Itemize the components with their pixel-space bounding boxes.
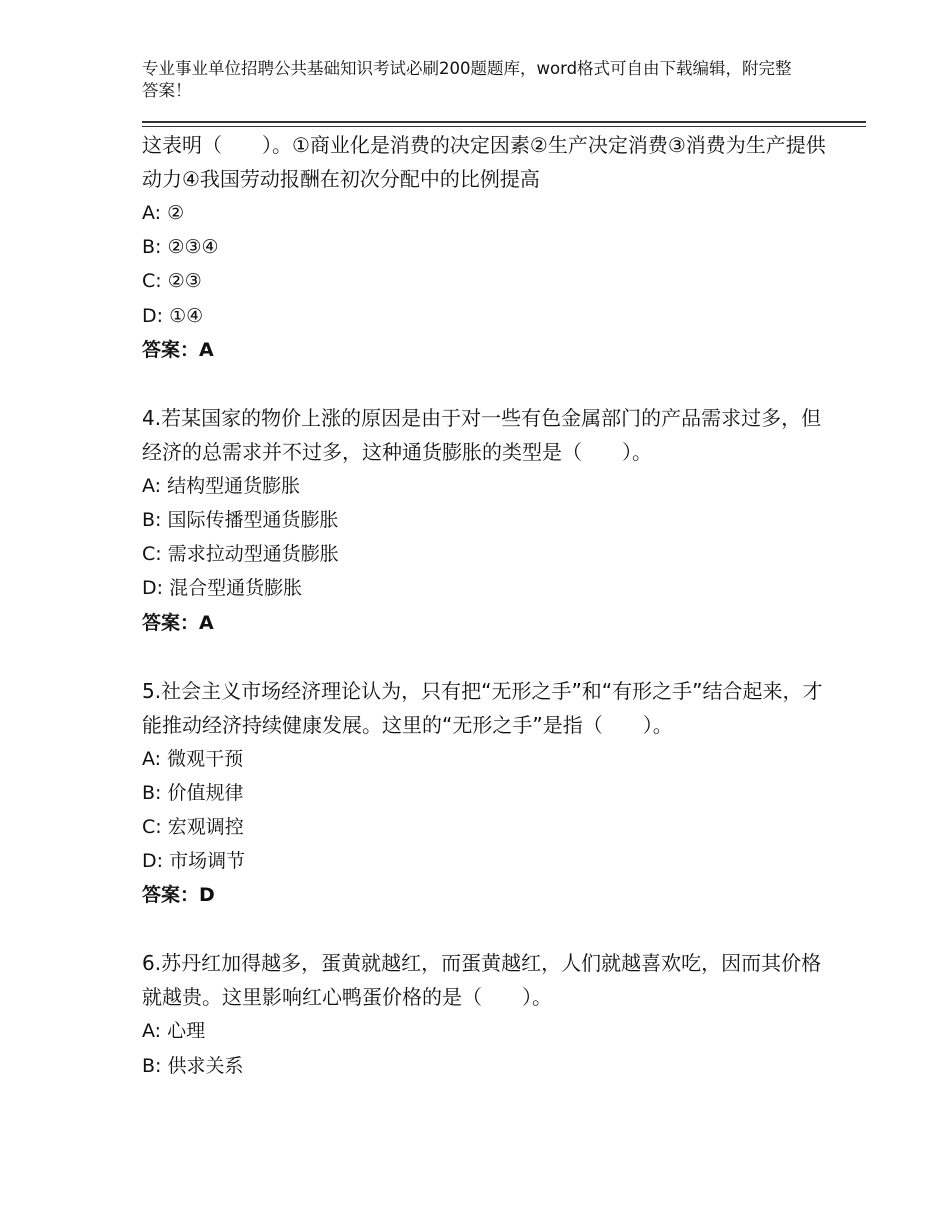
answer-label: 答案：D <box>142 884 215 907</box>
option-b: B: 国际传播型通货膨胀 <box>142 509 339 532</box>
answer-label: 答案：A <box>142 338 214 361</box>
option-a: A: 心理 <box>142 1020 206 1043</box>
option-b: B: 价值规律 <box>142 781 244 804</box>
option-c: C: 宏观调控 <box>142 816 244 839</box>
option-d: D: ①④ <box>142 304 204 327</box>
question-text: 6.苏丹红加得越多，蛋黄就越红，而蛋黄越红，人们就越喜欢吃，因而其价格就越贵。这里影响红心鸭蛋价格的是（ ）。 <box>142 951 822 1010</box>
option-a: A: 结构型通货膨胀 <box>142 474 301 497</box>
option-a: A: 微观干预 <box>142 747 244 770</box>
question-text: 5.社会主义市场经济理论认为，只有把“无形之手”和“有形之手”结合起来，才能推动经济持续健康发展。这里的“无形之手”是指（ ）。 <box>142 678 823 737</box>
option-b: B: 供求关系 <box>142 1054 244 1077</box>
option-d: D: 混合型通货膨胀 <box>142 577 303 600</box>
header-divider-thin <box>142 126 866 127</box>
question-text: 4.若某国家的物价上涨的原因是由于对一些有色金属部门的产品需求过多，但经济的总需求并不过多，这种通货膨胀的类型是（ ）。 <box>142 405 822 464</box>
answer-label: 答案：A <box>142 611 214 634</box>
option-c: C: ②③ <box>142 270 202 293</box>
option-d: D: 市场调节 <box>142 850 246 873</box>
option-c: C: 需求拉动型通货膨胀 <box>142 543 339 566</box>
question-5 <box>142 674 832 913</box>
page-header: 专业事业单位招聘公共基础知识考试必刷200题题库，word格式可自由下载编辑，附完整答案！ <box>142 59 792 100</box>
question-3 <box>142 128 832 367</box>
question-6 <box>142 946 832 1082</box>
header-divider-thick <box>142 121 866 123</box>
option-a: A: ② <box>142 202 185 224</box>
question-list <box>142 128 832 1083</box>
question-text: 这表明（ ）。①商业化是消费的决定因素②生产决定消费③消费为生产提供动力④我国劳动报酬在初次分配中的比例提高 <box>142 133 826 191</box>
option-b: B: ②③④ <box>142 236 219 259</box>
question-4 <box>142 401 832 640</box>
